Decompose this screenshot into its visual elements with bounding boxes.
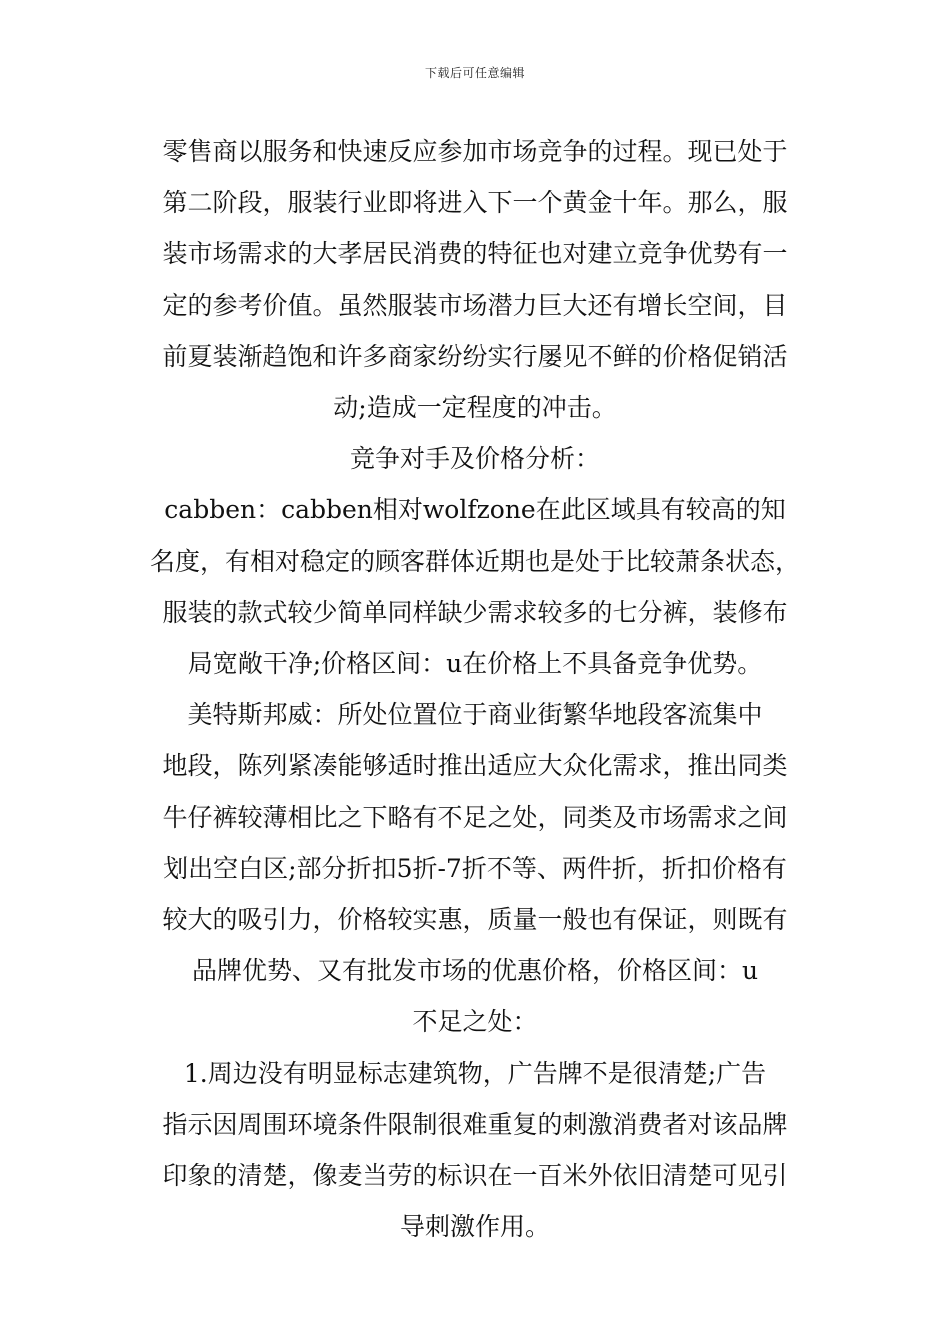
section-heading: 不足之处：	[412, 1007, 538, 1037]
text-line: 美特斯邦威：所处位置位于商业街繁华地段客流集中	[187, 700, 763, 730]
text-line: 局宽敞干净;价格区间：u在价格上不具备竞争优势。	[187, 649, 763, 679]
text-line: 1.周边没有明显标志建筑物，广告牌不是很清楚;广告	[183, 1058, 767, 1088]
text-line: 牛仔裤较薄相比之下略有不足之处，同类及市场需求之间	[162, 802, 788, 832]
text-line: 前夏装渐趋饱和许多商家纷纷实行屡见不鲜的价格促销活	[162, 341, 788, 371]
text-line: 划出空白区;部分折扣5折-7折不等、两件折，折扣价格有	[163, 853, 787, 883]
text-line: 第二阶段，服装行业即将进入下一个黄金十年。那么，服	[162, 188, 788, 218]
text-line: 导刺激作用。	[399, 1212, 550, 1242]
text-line: 名度，有相对稳定的顾客群体近期也是处于比较萧条状态，	[149, 546, 800, 576]
page-header: 下载后可任意编辑	[424, 66, 525, 80]
section-heading: 竞争对手及价格分析：	[349, 444, 600, 474]
text-line: cabben：cabben相对wolfzone在此区域具有较高的知	[164, 495, 786, 525]
text-line: 定的参考价值。虽然服装市场潜力巨大还有增长空间，目	[162, 290, 788, 320]
text-line: 指示因周围环境条件限制很难重复的刺激消费者对该品牌	[162, 1109, 788, 1139]
document-body	[148, 126, 802, 1252]
text-line: 零售商以服务和快速反应参加市场竞争的过程。现已处于	[162, 137, 788, 166]
text-line: 较大的吸引力，价格较实惠，质量一般也有保证，则既有	[162, 905, 788, 935]
text-line: 印象的清楚，像麦当劳的标识在一百米外依旧清楚可见引	[162, 1161, 788, 1191]
text-line: 动;造成一定程度的冲击。	[333, 393, 617, 423]
text-line: 品牌优势、又有批发市场的优惠价格，价格区间：u	[191, 956, 759, 986]
text-line: 地段，陈列紧凑能够适时推出适应大众化需求，推出同类	[162, 751, 788, 781]
text-line: 服装的款式较少简单同样缺少需求较多的七分裤，装修布	[162, 597, 788, 627]
text-line: 装市场需求的大孝居民消费的特征也对建立竞争优势有一	[162, 239, 788, 269]
